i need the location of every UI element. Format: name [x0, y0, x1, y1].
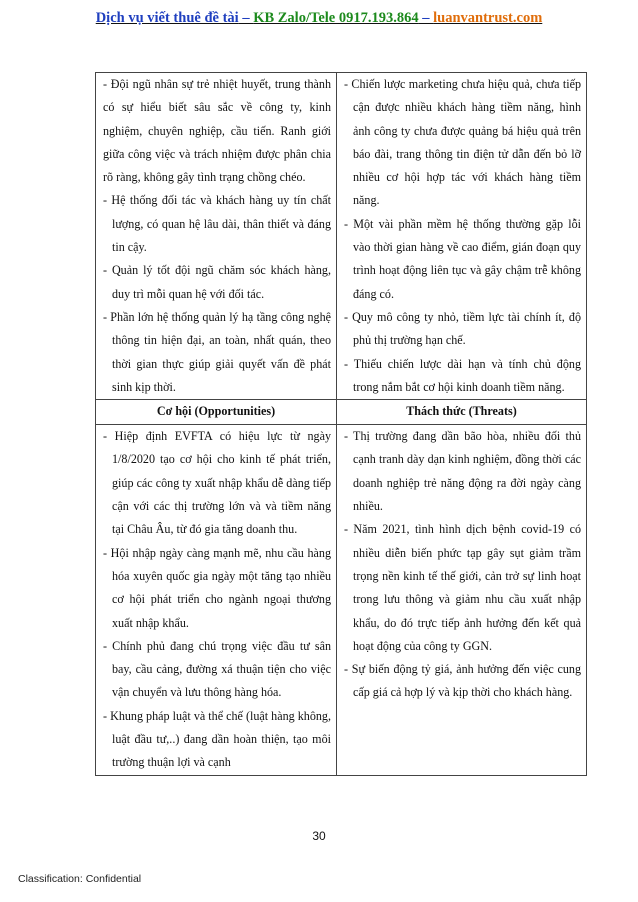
page-header [0, 10, 638, 27]
list-item: - Thị trường đang dần bão hòa, nhiều đối thủ cạnh tranh dày dạn kinh nghiệm, đồng thời các doanh nghiệp trẻ năng động ra đời ngày càng nhiều. [344, 429, 581, 514]
header-website-link[interactable]: luanvantrust.com [433, 10, 543, 26]
list-item: - Sự biến động tỷ giá, ảnh hưởng đến việc cung cấp giá cả hợp lý và kịp thời cho khách hàng. [344, 662, 581, 700]
table-row [96, 400, 587, 425]
list-item: - Phần lớn hệ thống quản lý hạ tầng công nghệ thông tin hiện đại, an toàn, nhất quán, theo thời gian thực giúp giải quyết vấn đề phát sinh kịp thời. [103, 309, 331, 394]
list-item: - Hiệp định EVFTA có hiệu lực từ ngày 1/8/2020 tạo cơ hội cho kinh tế phát triển, giúp các công ty xuất nhập khẩu dễ dàng tiếp cận với các thị trường lớn và và tiềm năng tại Châu Âu, từ đó gia tăng doanh thu. [103, 429, 331, 537]
weaknesses-list [344, 73, 581, 399]
strengths-cell [96, 73, 337, 400]
threats-header: Thách thức (Threats) [337, 400, 587, 425]
swot-table [95, 72, 587, 776]
table-row [96, 73, 587, 400]
header-separator: – [418, 10, 434, 26]
list-item: - Chính phủ đang chú trọng việc đầu tư sân bay, cầu cảng, đường xá thuận tiện cho việc vận chuyển và lưu thông hàng hóa. [103, 638, 331, 700]
opportunities-header: Cơ hội (Opportunities) [96, 400, 337, 425]
weaknesses-cell [337, 73, 587, 400]
list-item: - Thiếu chiến lược dài hạn và tính chủ động trong nắm bắt cơ hội kinh doanh tiềm năng. [344, 356, 581, 394]
header-service-text: Dịch vụ viết thuê đề tài [95, 10, 239, 26]
strengths-list [103, 73, 331, 399]
opportunities-list [103, 425, 331, 774]
list-item: - Hệ thống đối tác và khách hàng uy tín chất lượng, có quan hệ lâu dài, thân thiết và đáng tin cậy. [103, 193, 331, 255]
header-separator: – [238, 10, 254, 26]
list-item: - Khung pháp luật và thể chế (luật hàng không, luật đầu tư,..) đang dần hoàn thiện, tạo môi trường thuận lợi và cạnh [103, 708, 331, 770]
table-row [96, 425, 587, 775]
list-item: - Quản lý tốt đội ngũ chăm sóc khách hàng, duy trì mỗi quan hệ với đối tác. [103, 263, 331, 301]
opportunities-cell [96, 425, 337, 775]
classification-label: Classification: Confidential [18, 873, 142, 885]
page-number: 30 [312, 829, 326, 843]
threats-list [344, 425, 581, 705]
list-item: - Đội ngũ nhân sự trẻ nhiệt huyết, trung thành có sự hiểu biết sâu sắc về công ty, kinh nghiệm, chuyên nghiệp, cầu tiến. Ranh giới giữa công việc và trách nhiệm được phân chia rõ ràng, không gây tình trạng chồng chéo. [103, 77, 331, 185]
list-item: - Quy mô công ty nhỏ, tiềm lực tài chính ít, độ phủ thị trường hạn chế. [344, 309, 581, 348]
list-item: - Một vài phần mềm hệ thống thường gặp lỗi vào thời gian hàng về cao điểm, gián đoạn quy trình hoạt động liên tục và gây chậm trễ không đáng có. [344, 216, 581, 301]
list-item: - Chiến lược marketing chưa hiệu quả, chưa tiếp cận được nhiều khách hàng tiềm năng, hình ảnh công ty chưa được quảng bá hiệu quả trên báo đài, trang thông tin điện tử dẫn đến bỏ lỡ nhiều cơ hội hợp tác với khách hàng tiềm năng. [344, 77, 581, 208]
list-item: - Năm 2021, tình hình dịch bệnh covid-19 có nhiều diễn biến phức tạp gây sụt giảm trầm trọng nền kinh tế thế giới, cản trở sự linh hoạt trong lưu thông và giảm nhu cầu xuất nhập khẩu, do đó trực tiếp ảnh hưởng đến kết quả hoạt động của công ty GGN. [344, 522, 581, 653]
header-contact-text: KB Zalo/Tele 0917.193.864 [253, 10, 419, 26]
threats-cell [337, 425, 587, 775]
list-item: - Hội nhập ngày càng mạnh mẽ, nhu cầu hàng hóa xuyên quốc gia ngày một tăng tạo nhiều cơ hội phát triển cho ngành ngoại thương xuất nhập khẩu. [103, 545, 331, 630]
